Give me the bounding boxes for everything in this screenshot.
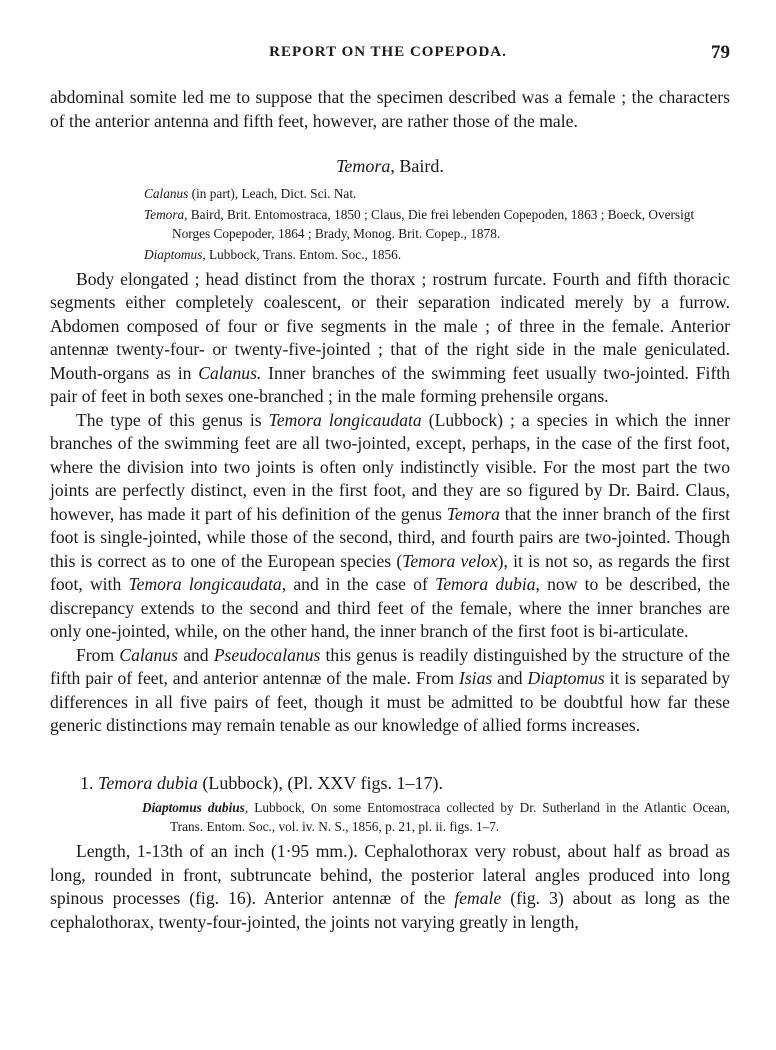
italic-run: Calanus. — [198, 362, 262, 383]
text-run: and — [178, 644, 214, 665]
italic-run: Temora longicaudata — [268, 409, 422, 430]
species-citation: (Lubbock), (Pl. XXV figs. 1–17). — [197, 772, 444, 793]
italic-run: Temora velox — [402, 550, 498, 571]
synonym-taxon: Diaptomus dubius — [142, 800, 245, 815]
description-paragraph — [50, 840, 730, 934]
text-run: Length, 1-13th of an inch (1·95 mm.). Cephalothorax very robust, about half as broad as long, rounded in front, subtruncate behind, the posterior lateral angles produced into long spinous processes (fig. 16). Anterior antennæ of the — [50, 841, 730, 908]
intro-paragraph: abdominal somite led me to suppose that the specimen described was a female ; the characters of the anterior antenna and fifth feet, however, are rather those of the male. — [50, 87, 730, 131]
synonym-taxon: Calanus — [144, 185, 189, 201]
synonym-citation: , Lubbock, Trans. Entom. Soc., 1856. — [202, 247, 402, 262]
text-run: it is separated by differences in all five pairs of feet, though it must be admitted to be doubtful how far these generic distinctions may remain tenable as our knowledge of allied forms increases. — [50, 668, 731, 735]
italic-run: Temora dubia — [435, 574, 536, 594]
text-run: Body elongated ; head distinct from the thorax ; rostrum furcate. Fourth and fifth thoracic segments either completely coalescent, or their separation indicated merely by a furrow. Abdomen composed of four or five segments in the male ; of three in the female. Anterior antennæ twenty-four- or twenty-five-jointed ; that of the right side in the male geniculated. Mouth-organs as in — [50, 268, 730, 383]
synonym-entry — [144, 206, 730, 243]
diagnosis-paragraph — [50, 268, 730, 409]
italic-run: Diaptomus — [527, 668, 605, 688]
text-run: (fig. 3) about as long as the cephalothorax, twenty-four-jointed, the joints not varying greatly in length, — [50, 888, 730, 932]
genus-heading — [50, 155, 730, 179]
text-run: From — [76, 644, 120, 665]
page-number: 79 — [711, 42, 730, 63]
synonym-taxon: Diaptomus — [144, 247, 203, 262]
species-synonym — [142, 799, 730, 836]
text-run: (Lubbock) ; a species in which the inner branches of the swimming feet are all two-jointed, except, perhaps, in the case of the first foot, where the division into two joints is often only indistinctly visible. For the most part the two joints are perfectly distinct, even in the first foot, and they are so figured by Dr. Baird. Claus, however, has made it part of his definition of the genus — [50, 409, 730, 524]
italic-run: female — [454, 888, 502, 908]
running-header — [0, 44, 776, 68]
running-title: REPORT ON THE COPEPODA. — [269, 44, 507, 60]
synonym-citation: , Baird, Brit. Entomostraca, 1850 ; Claus, Die frei lebenden Copepoden, 1863 ; Boeck, Oversigt Norges Copepoder, 1864 ; Brady, Monog. Brit. Copep., 1878. — [172, 207, 695, 241]
text-run: this genus is readily distinguished by the structure of the fifth pair of feet, and anterior antennæ of the male. From — [50, 644, 730, 688]
synonym-citation: , Lubbock, On some Entomostraca collected by Dr. Sutherland in the Atlantic Ocean, Trans. Entom. Soc., vol. iv. N. S., 1856, p. 21, pl. ii. figs. 1–7. — [170, 800, 730, 834]
synonym-taxon: Temora — [144, 207, 185, 222]
text-run: , now to be described, the discrepancy extends to the second and third feet of the female, where the inner branches are only one-jointed, while, on the other hand, the inner branch of the first foot is bi-articulate. — [50, 574, 730, 641]
genus-name: Temora — [336, 156, 391, 176]
italic-run: Calanus — [119, 644, 178, 665]
body-text — [50, 86, 730, 934]
species-heading — [80, 772, 730, 796]
species-name: Temora dubia — [98, 772, 198, 793]
text-run: Inner branches of the swimming feet usually two-jointed. Fifth pair of feet in both sexes one-branched ; in the male forming prehensile organs. — [50, 362, 730, 406]
synonym-citation: (in part), Leach, Dict. Sci. Nat. — [188, 185, 357, 201]
text-run: , and in the case of — [281, 574, 436, 594]
italic-run: Isias — [458, 668, 493, 688]
text-run: that the inner branch of the first foot is single-jointed, while those of the second, third, and fourth pairs are two-jointed. Though this is correct as to one of the European species ( — [50, 503, 730, 571]
italic-run: Pseudocalanus — [213, 644, 321, 665]
italic-run: Temora longicaudata — [128, 574, 282, 594]
synonym-entry — [144, 185, 730, 204]
synonym-entry — [144, 246, 730, 265]
text-run: ), it is not so, as regards the first foot, with — [50, 550, 731, 594]
synonymy-list — [50, 185, 730, 265]
text-run: The type of this genus is — [76, 409, 269, 430]
italic-run: Temora — [446, 503, 500, 524]
distinction-paragraph — [50, 644, 730, 738]
genus-authority: , Baird. — [390, 156, 444, 176]
type-paragraph — [50, 409, 730, 644]
species-number: 1. — [80, 772, 94, 793]
text-run: and — [492, 668, 528, 688]
